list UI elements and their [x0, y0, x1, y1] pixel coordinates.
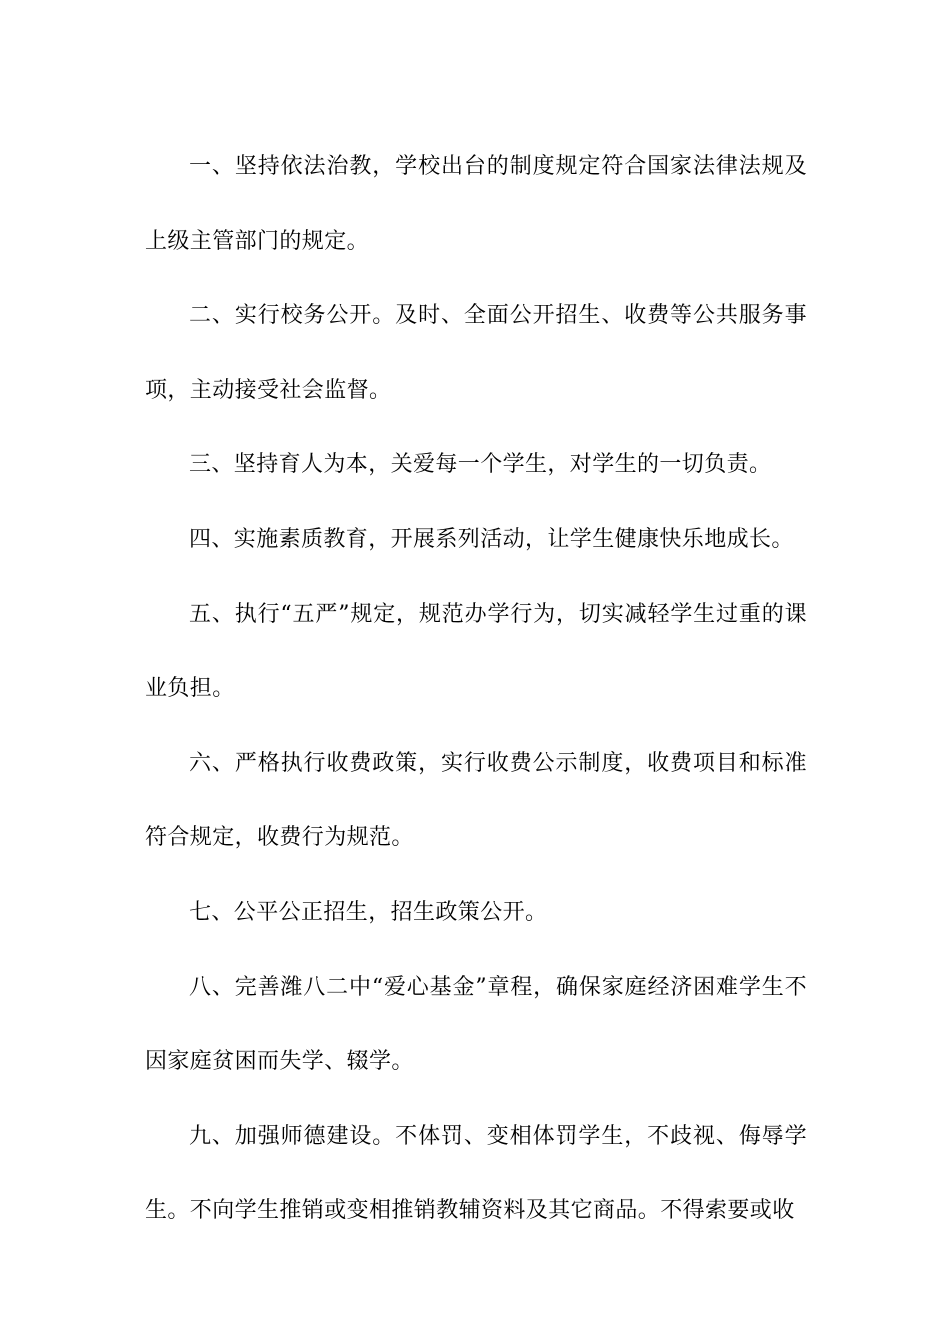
paragraph-6: 六、严格执行收费政策，实行收费公示制度，收费项目和标准符合规定，收费行为规范。: [145, 750, 807, 851]
paragraph-1: 一、坚持依法治教，学校出台的制度规定符合国家法律法规及上级主管部门的规定。: [145, 154, 807, 254]
paragraph-4: 四、实施素质教育，开展系列活动，让学生健康快乐地成长。: [189, 526, 794, 552]
paragraph-5: 五、执行“五严”规定，规范办学行为，切实减轻学生过重的课业负担。: [145, 601, 807, 702]
paragraph-9: 九、加强师德建设。不体罚、变相体罚学生，不歧视、侮辱学生。不向学生推销或变相推销教辅资料及其它商品。不得索要或收: [145, 1123, 807, 1224]
paragraph-3: 三、坚持育人为本，关爱每一个学生，对学生的一切负责。: [189, 452, 772, 478]
document-body: [145, 130, 807, 1249]
paragraph-8: 八、完善潍八二中“爱心基金”章程，确保家庭经济困难学生不因家庭贫困而失学、辍学。: [145, 974, 807, 1075]
paragraph-2: 二、实行校务公开。及时、全面公开招生、收费等公共服务事项，主动接受社会监督。: [145, 303, 807, 403]
paragraph-7: 七、公平公正招生，招生政策公开。: [189, 899, 548, 925]
